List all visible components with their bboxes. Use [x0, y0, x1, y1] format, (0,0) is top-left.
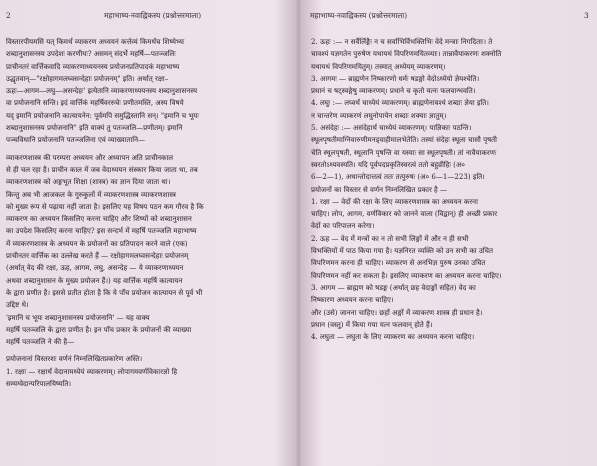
text-line: प्रधानं च षट्स्वङ्गेषु व्याकरणम्। प्रधाने च कृतो यत्नः फलवान्भवति।: [311, 86, 476, 96]
text-line: वा प्रयोजनानि सन्ति। इदं वार्त्तिकं महर्षिवररुचेः प्रणीतमस्ति, अस्य विषये: [6, 98, 184, 108]
text-line: 1. रक्षा — वेदों की रक्षा के लिए व्याकरणशास्त्र का अध्ययन करना: [311, 196, 478, 206]
right-page-body: [311, 36, 591, 343]
text-line: व्याकरण का अध्ययन किसलिए करना चाहिए और शिष्यों को शब्दानुशासन: [6, 214, 192, 224]
text-line: चावश्यं यज्ञगतेन पुरुषेण यथायथं विपरिणमयितव्याः। तान्नावैयाकरणः शक्नोति: [311, 49, 502, 59]
text-line: 4. लघुः :— लघ्वर्थं चाध्येयं व्याकरणम्। ब्राह्मणेनावश्यं शब्दाः ज्ञेया इति।: [311, 98, 489, 108]
text-line: (अर्थात् वेद की रक्षा, ऊह, आगम, लघु, असन्देह — ये व्याकरणाध्ययन: [6, 263, 184, 273]
text-line: स्थूलपृषतीमाग्निवारुणीमनड्वाहीमालभेतेति। तस्यां संदेहः स्थूला चासौ पृषती: [311, 135, 497, 145]
left-page-body: [6, 36, 288, 390]
text-line: यद् इमानि प्रयोजनानि कात्यायनेन: पूर्वमपि समुद्धिस्तानि सन्। "इमानि च भूयः: [6, 110, 199, 120]
text-line: 2. ऊह — वेद में मन्त्रों का न तो सभी लिङ्गों में और न ही सभी: [311, 233, 469, 243]
text-line: प्राचीनतरं वार्त्तिकवादि व्याकरणाध्ययनस्य प्रयोजनप्रतिपादकं महाभाष्य: [6, 61, 180, 71]
text-line: 5. असंदेहः :— असंदेहार्थं चाध्येयं व्याकरणम्। याज्ञिकाः पठन्ति।: [311, 123, 472, 133]
text-line: और (उसे) जानना चाहिए। छहों अङ्गों में व्याकरण शास्त्र ही प्रधान है।: [311, 307, 483, 317]
text-line: सम्यग्वेदान्परिपालयिष्यति।: [6, 379, 72, 389]
text-line: चाहिए। लोप, आगम, वर्णविकार को जानने वाला (विद्वान्) ही अच्छी प्रकार: [311, 209, 498, 219]
text-line: को मुख्य रूप से पढ़ाया नहीं जाता है। इसलिए यह विषय पठन कम गौरव है कि: [6, 201, 204, 211]
right-page: [301, 0, 597, 466]
text-line: महर्षि पतञ्जलि ने की है—: [6, 337, 75, 347]
text-line: महर्षि पतञ्जलि के द्वारा प्रणीत है। इन पाँच प्रकार के प्रयोजनों की व्याख्या: [6, 324, 192, 334]
text-line: 3. आगम — ब्राह्मण को षडङ्ग (अर्थात् छह वेदाङ्गों सहित) वेद का: [311, 282, 476, 292]
text-line: में व्याकरणशास्त्र के अध्ययन के प्रयोजनों का प्रतिपादन करने वाले (एक): [6, 238, 188, 248]
left-running-header: महाभाष्य-नवाह्निकस्य (प्रश्नोत्तरमाला): [104, 11, 202, 20]
text-line: शब्दानुशासनस्य प्रयोजनानि" इति वाक्यं तु पतञ्जलि—प्रणीतम्। इमानि: [6, 123, 183, 133]
text-line: के द्वारा प्रणीत है। इससे प्रतीत होता है कि ये पाँच प्रयोजन कात्यायन से पूर्व भी: [6, 287, 203, 297]
text-line: ऊहः—आगम—लघु—असन्देहः' इत्येतानि व्याकरणाध्ययनस्य शब्दानुशासनस्य: [6, 86, 198, 96]
text-line: स्वरतोऽध्यवस्यति। यदि पूर्वपदप्रकृतिस्वरत्वं ततो बहुव्रीहिः (अ०: [311, 159, 465, 169]
text-line: चेति स्थूलपृषती, स्थूलानि पृषन्ति वा यस्याः सा स्थूलपृषती। तां नावैयाकरणः: [311, 147, 497, 157]
text-line: का उपदेश किसलिए करना चाहिए? इस सन्दर्भ में महर्षि पतञ्जलि महाभाष्य: [6, 226, 197, 236]
text-line: विपरिणमन नहीं कर सकता है। इसलिए व्याकरण का अध्ययन करना चाहिए।: [311, 270, 502, 280]
text-line: निष्कारण अध्ययन करना चाहिए।: [311, 295, 394, 305]
text-line: विभक्तियों में पाठ किया गया है। यज्ञनिरत व्यक्ति को उन सभी का उचित: [311, 246, 494, 256]
text-line: प्रधान (वस्तु) में किया गया यत्न फलवान् होते हैं।: [311, 319, 433, 329]
text-line: अथवा शब्दानुशासन के मुख्य प्रयोजन हैं।) यह वार्त्तिक महर्षि कात्यायन: [6, 275, 183, 285]
text-line: यथायथं विपरिणमयितुम्। तस्मात् अध्येयम् व्याकरणम्।: [311, 61, 446, 71]
right-page-number: 3: [584, 11, 589, 20]
text-line: वेदों का परिपालन करेगा।: [311, 221, 375, 231]
text-line: 'इमानि च भूयः शब्दानुशासनस्य प्रयोजनानि' — यह वाक्य: [6, 312, 150, 322]
text-line: 4. लघुता — लघुता के लिए व्याकरण का अध्ययन करना चाहिए।: [311, 332, 475, 342]
text-line: पञ्चविधानि प्रयोजनानि पतञ्जलिना एवं व्याख्यातानि—: [6, 135, 146, 145]
text-line: 1. रक्षाः — रक्षार्थं वेदानामध्येयं व्याकरणम्। लोपागमवर्णविकारज्ञो हि: [6, 366, 178, 376]
text-line: 2. ऊहः :— न सर्वैर्लिङ्गैः न च सर्वाभिर्विभक्तिभिः वेदे मन्त्राः निगदिताः। ते: [311, 37, 493, 46]
text-line: प्रयोजनानां विस्तरशः वर्णनं निम्नलिखितप्रकारेण अस्ति।: [6, 354, 143, 364]
left-page: [0, 0, 296, 466]
text-line: विस्तारपीयमसि यत् किमर्थं व्याकरण अध्ययनं कर्त्तव्यं किमर्थंच शिष्येभ्यः: [6, 37, 185, 46]
left-page-number: 2: [6, 11, 11, 20]
text-line: व्याकरणशास्त्र को अङ्गभूत शिक्षा (शास्त्र) का ज्ञान दिया जाता था।: [6, 177, 171, 187]
text-line: किन्तु अब भी आजकल के गुरुकुलों में व्याकरणशास्त्र व्याकरणशास्त्र: [6, 189, 176, 199]
text-line: उद्धृतवान्—"रक्षोहागमलघ्वसन्देहाः प्रयोजनम्" इति। अर्थात् रक्षा–: [6, 73, 169, 83]
right-running-header: महाभाष्य-नवाह्निकस्य (प्रश्नोत्तरमाला): [310, 11, 408, 20]
text-line: 3. आगमः — ब्राह्मणेन निष्कारणो धर्मः षडङ्गो वेदोऽध्येयो ज्ञेयश्चेति।: [311, 73, 480, 83]
text-line: 6—2—1), अथान्तोदात्तत्वं ततः तत्पुरुषः (अ० 6—1—223) इति।: [311, 172, 485, 182]
text-line: विपरिणमन करना ही चाहिए। व्याकरण से अनभिज्ञ पुरुष उनका उचित: [311, 258, 486, 268]
text-line: प्राचीनतर वार्त्तिक का उल्लेख करते हैं — रक्षोहागमलघ्वसन्देहाः प्रयोजनम्: [6, 251, 189, 261]
text-line: से ही चल रहा है। प्राचीन काल में जब वेदाध्ययन संस्कार किया जाता था, तब: [6, 164, 198, 174]
text-line: प्रयोजनों का विस्तार से वर्णन निम्नलिखित प्रकार है —: [311, 184, 448, 194]
text-line: न चान्तरेण व्याकरणं लघुनोपायेन शब्दाः शक्याः ज्ञातुम्।: [311, 110, 447, 120]
text-line: उद्दिष्ट थे।: [6, 300, 29, 310]
text-line: व्याकरणशास्त्र की परम्परा अध्ययन और अध्यापन अति प्राचीनकाल: [6, 152, 174, 162]
text-line: शब्दानुशासनस्य उपदेशः करणीयः? असमन् संदर्भे महर्षि—पतञ्जलिः: [6, 49, 176, 59]
